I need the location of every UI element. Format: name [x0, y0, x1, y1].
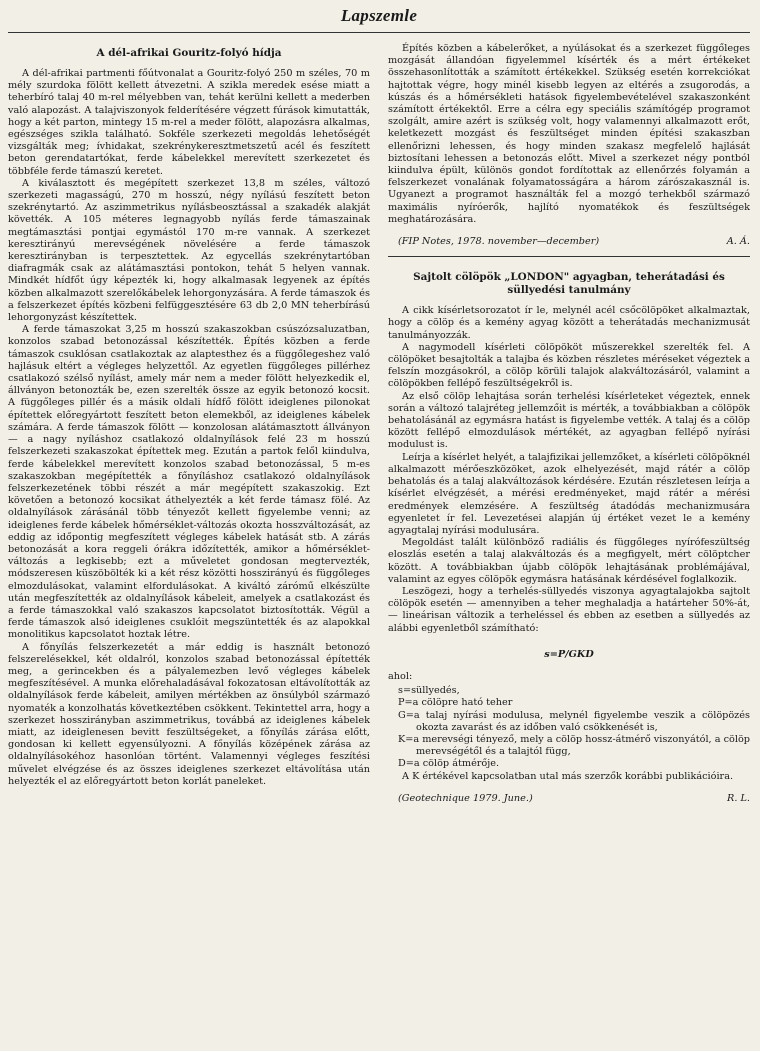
- source-citation: (Geotechnique 1979. June.): [398, 792, 533, 804]
- paragraph: A főnyílás felszerkezetét a már eddig is használt betonozó felszerelésekkel, két oldalról, konzolos szabad betonozással építették meg, a gerincekben és a pályalemezben levő végleges kábelek megfeszítésével. A munka előrehaladásával fokozatosan eltávolították az oldalnyílások ferde kábeleit, amilyen mértékben az önsúlyból származó nyomaték a konzolhatás következtében csökkent. Tekintettel arra, hogy a szerkezet hosszirányban aszimmetrikus, továbbá az ideiglenes kábelek miatt, az ideiglenesen bevitt feszültségeket, a főnyílás zárása előtt, gondosan ki kellett egyensúlyozni. A főnyílás középének zárása az oldalnyílásokéhoz hasonlóan történt. Valamennyi végleges feszítési művelet elvégzése és az összes ideiglenes szerkezet eltávolítása után helyezték el az előregyártott beton korlát paneleket.: [8, 641, 370, 787]
- article-divider: [388, 256, 750, 257]
- paragraph: Leszögezi, hogy a terhelés-süllyedés viszonya agyagtalajokba sajtolt cölöpök esetén — amennyiben a teher meghaladja a határteher 50%-át, — lineárisan változik a terheléssel és ebben az esetben a süllyedés az alábbi egyenletből számítható:: [388, 585, 750, 634]
- definition-item: K=a merevségi tényező, mely a cölöp hossz-átmérő viszonyától, a cölöp merevségétől és a talajtól függ,: [398, 733, 750, 758]
- two-column-body: [8, 43, 750, 805]
- paragraph: A ferde támaszokat 3,25 m hosszú szakaszokban csúszózsaluzatban, konzolos szabad betonozással készítették. Építés közben a ferde támaszok csuklósan csatlakoztak az alaptesthez és a függőlegeshez való hajlásuk eltért a végleges helyzettől. Az egyetlen függőleges pillérhez csatlakozó szélső nyílást, amely már nem a meder fölött helyezkedik el, állványon betonozták be, ezen szerelték össze az egyik betonozó kocsit. A függőleges pillér és a másik oldali hídfő fölött ideiglenes pilonokat építettek előregyártott feszített beton elemekből, az ideiglenes kábelek számára. A ferde támaszok fölött — konzolosan alátámasztott állványon — a nagy nyíláshoz csatlakozó oldalnyílások felé 23 m hosszú felszerkezeti szakaszokat építettek meg. Ezután a partok felől kiindulva, ferde kábelekkel merevített konzolos szabad betonozással, 5 m-es szakaszokban megépítették a főnyíláshoz csatlakozó oldalnyílások felszerkezetének többi részét a már megépített szakaszokig. Ezt követően a betonozó kocsikat áthelyezték a két ferde támasz fölé. Az oldalnyílások zárásánál több tényezőt kellett figyelembe venni; az ideiglenes ferde kábelek hőmérséklet-változás okozta hosszváltozását, az eddig az időpontig megfeszített végleges kábelek hatását stb. A zárás betonozását a kora reggeli órákra időzítették, amikor a hőmérséklet-változás a legkisebb; ezt a műveletet gondosan megtervezték, módszeresen küszöbölték ki a két rész közötti hosszirányú és függőleges elmozdulásokat, valamint elfordulásokat. A kiváltó zárómű elkészülte után megfeszítették az oldalnyílások kábeleit, amelyek a csatlakozást és a ferde támaszokkal való szakaszos kapcsolatot biztosították. Végül a ferde támaszok alsó ideiglenes csuklóit megszüntették és az alapokkal monolitikus kapcsolatot hoztak létre.: [8, 324, 370, 641]
- source-citation: (FIP Notes, 1978. november—december): [398, 236, 600, 248]
- article-title-piles: Sajtolt cölöpök „LONDON" agyagban, teherátadási és süllyedési tanulmány: [413, 271, 725, 297]
- paragraph: A kiválasztott és megépített szerkezet 13,8 m széles, változó szerkezeti magasságú, 270 m hosszú, négy nyílású feszített beton szekrénytartó. Az aszimmetrikus nyílásbeosztással a szakadék alakját követték. A 105 méteres legnagyobb nyílás ferde támaszainak megtámasztási pontjai egymástól 170 m-re vannak. A szerkezet keresztirányú merevségének növelésére a ferde támaszok keresztirányban is terpesztettek. Az egycellás szekrénytartóban diafragmák csak az alátámasztási pontokon, tehát 5 helyen vannak. Mindkét hídfőt úgy képezték ki, hogy alkalmasak legyenek az építés közben alkalmazott szerelőkábelek lehorgonyzására. A ferde támaszok és a felszerkezet építés közbeni felfüggesztésére 63 db 2,0 MN teherbírású lehorgonyzást készítettek.: [8, 177, 370, 324]
- paragraph: Megoldást talált különböző radiális és függőleges nyírófeszültség eloszlás esetén a talaj alakváltozás és a megfigyelt, mért cölöptcher között. A továbbiakban újabb cölöpök lehajtásának problémájával, valamint az egyes cölöpök egymásra hatásának kérdésével foglalkozik.: [388, 537, 750, 585]
- left-column: [8, 43, 370, 805]
- settlement-formula: s=P/GKD: [544, 648, 594, 660]
- paragraph: Az első cölöp lehajtása során terhelési kísérleteket végeztek, ennek során a változó talajréteg jellemzőit is mérték, a továbbiakban a cölöpök behatolásánál az egymásra hatást is figyelembe vették. A talaj és a cölöp között fellépő elmozdulások mértékét, az agyagban fellépő nyírási modulust is.: [388, 390, 750, 451]
- definition-item: D=a cölöp átmérője.: [398, 758, 500, 770]
- definition-item: P=a cölöpre ható teher: [398, 697, 513, 709]
- paragraph: Építés közben a kábelerőket, a nyúlásokat és a szerkezet függőleges mozgását állandóan figyelemmel kísérték és a mért értékeket összehasonlították a számított értékekkel. Szükség esetén korrekciókat hajtottak végre, hogy minél kisebb legyen az eltérés a zsugorodás, a kúszás és a hőmérsékleti hatások figyelembevételével szakaszonként számított értékektől. Erre a célra egy speciális számítógép programot szolgált, amire azért is szükség volt, hogy valamennyi alkalmazott erőt, keletkezett mozgást és feszültséget minden építési szakaszban ellenőrizni lehessen, és hogy minden szakasz megfelelő hajlását biztosítani lehessen a betonozás előtt. Mivel a szerkezet négy pontból kiindulva épült, különös gondot fordítottak az ellenőrzés folyamán a felszerkezet vonalának folyamatosságára a három zárószakasznál is. Ugyanezt a programot használták fel a mozgó terhekből származó maximális nyíróerők, hajlító nyomatékok és feszültségek meghatározására.: [388, 43, 750, 225]
- page-header: [8, 6, 750, 33]
- author-initials: A. Á.: [726, 236, 750, 248]
- where-label: ahol:: [388, 670, 413, 682]
- article-source-line: [388, 793, 750, 805]
- paragraph: Leírja a kísérlet helyét, a talajfizikai jellemzőket, a kísérleti cölöpöknél alkalmazott mérőeszközöket, azok elhelyezését, majd rátér a cölöp behatolás és a talaj alakváltozások kérdésére. Ezután részletesen leírja a kísérlet elvégzését, a mérési eredményeket, majd rátér a mérési eredmények elemzésére. A feszültség átadódás mechanizmusára egyenletet ír fel. Levezetései alapján új értéket vezet le a kemény agyagtalaj nyírási modulusára.: [388, 451, 750, 536]
- section-title: Lapszemle: [340, 6, 418, 25]
- author-initials: R. L.: [727, 792, 750, 804]
- closing-paragraph: A K értékével kapcsolatban utal más szerzők korábbi publikációira.: [402, 770, 734, 782]
- right-column: [388, 43, 750, 805]
- article-source-line: [388, 236, 750, 248]
- article-title-bridge: A dél-afrikai Gouritz-folyó hídja: [96, 47, 282, 59]
- paragraph: A dél-afrikai partmenti főútvonalat a Gouritz-folyó 250 m széles, 70 m mély szurdoka fölött kellett átvezetni. A szikla meredek esése miatt a teherbíró talaj 40 m-rel mélyebben van, tehát kerülni kellett a mederben való alapozást. A talajviszonyok felderítésére végzett fúrások kimutatták, hogy a két parton, mintegy 15 m-rel a meder fölött, alapozásra alkalmas, egészséges szikla található. Sokféle szerkezeti megoldás lehetőségét vizsgálták meg; ívhidakat, szekrénykeresztmetszetű acél és feszített beton gerendatartókat, ferde kábelekkel merevített szerkezetet és többféle ferde támaszú keretet.: [8, 68, 370, 177]
- definition-item: G=a talaj nyírási modulusa, melynél figyelembe veszik a cölöpözés okozta zavarást és az időben való csökkenését is,: [398, 709, 750, 733]
- paragraph: A cikk kísérletsorozatot ír le, melynél acél csőcölöpöket alkalmaztak, hogy a cölöp és a kemény agyag között a teherátadás mechanizmusát tanulmányozzák.: [388, 305, 750, 341]
- paragraph: A nagymodell kísérleti cölöpököt műszerekkel szerelték fel. A cölöpöket besajtolták a talajba és közben részletes méréseket végeztek a felszín mozgásokról, a cölöp körüli talajok alakváltozásáról, valamint a cölöpökben fellépő feszültségekről is.: [388, 341, 750, 390]
- definition-item: s=süllyedés,: [398, 685, 460, 697]
